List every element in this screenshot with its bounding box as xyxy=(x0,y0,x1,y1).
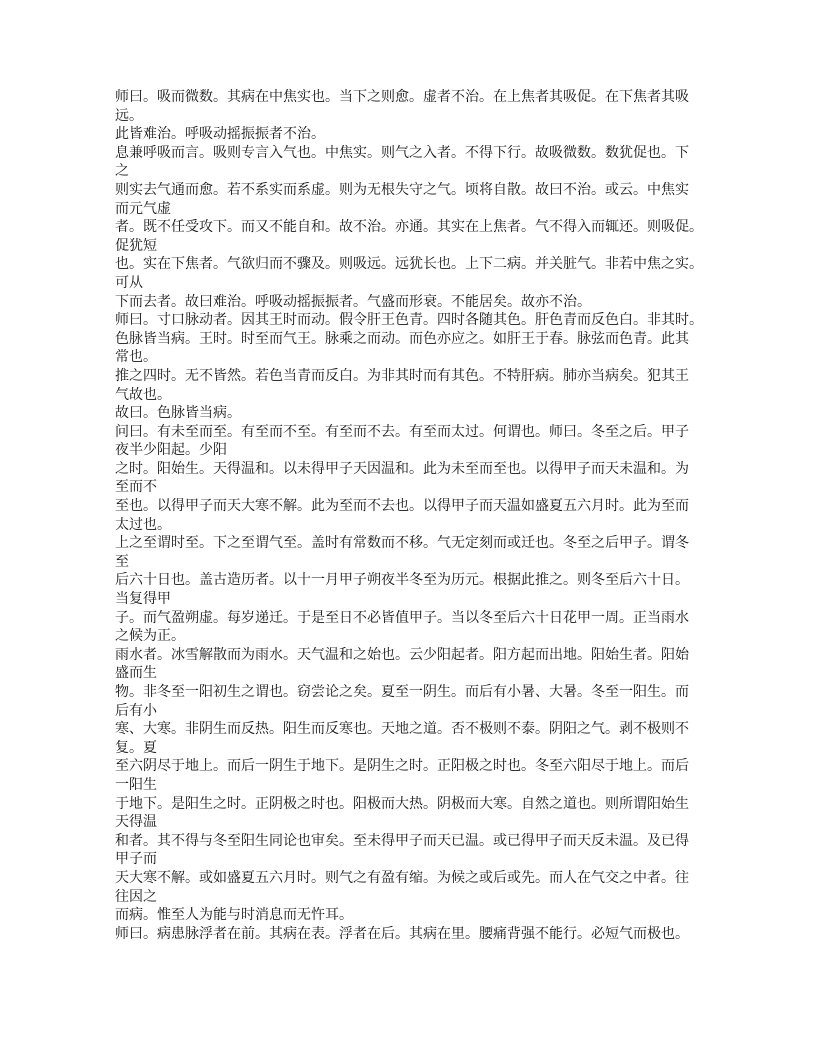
text-line: 上之至谓时至。下之至谓气至。盖时有常数而不移。气无定刻而或迁也。冬至之后甲子。谓冬 xyxy=(115,535,689,552)
text-line: 故曰。色脉皆当病。 xyxy=(115,405,241,422)
text-line: 往因之 xyxy=(115,888,157,905)
text-line: 之 xyxy=(115,163,129,180)
text-line: 物。非冬至一阳初生之谓也。窃尝论之矣。夏至一阴生。而后有小暑、大暑。冬至一阳生。而 xyxy=(115,684,689,700)
text-line: 也。实在下焦者。气欲归而不骤及。则吸远。远犹长也。上下二病。并关脏气。非若中焦之实。 xyxy=(115,256,703,273)
text-line: 后有小 xyxy=(115,702,157,719)
text-line: 此皆难治。呼吸动摇振振者不治。 xyxy=(115,126,325,143)
text-line: 盛而生 xyxy=(115,665,157,682)
text-block xyxy=(115,88,725,943)
text-line: 则实去气通而愈。若不系实而系虚。则为无根失守之气。顷将自散。故曰不治。或云。中焦实 xyxy=(115,181,689,198)
text-line: 当复得甲 xyxy=(115,591,171,608)
text-line: 师曰。寸口脉动者。因其王时而动。假令肝王色青。四时各随其色。肝色青而反色白。非其时。 xyxy=(115,312,703,329)
text-line: 之候为正。 xyxy=(115,628,185,645)
text-line: 师曰。吸而微数。其病在中焦实也。当下之则愈。虚者不治。在上焦者其吸促。在下焦者其吸 xyxy=(115,89,689,105)
text-line: 和者。其不得与冬至阳生同论也审矣。至未得甲子而天已温。或已得甲子而天反未温。及已得 xyxy=(115,832,689,849)
text-line: 推之四时。无不皆然。若色当青而反白。为非其时而有其色。不特肝病。肺亦当病矣。犯其王 xyxy=(115,367,689,384)
text-line: 可从 xyxy=(115,274,143,291)
text-line: 息兼呼吸而言。吸则专言入气也。中焦实。则气之入者。不得下行。故吸微数。数犹促也。下 xyxy=(115,144,689,161)
text-line: 远。 xyxy=(115,107,143,124)
text-line: 天得温 xyxy=(115,814,157,831)
text-line: 而病。惟至人为能与时消息而无忤耳。 xyxy=(115,907,353,924)
text-line: 夜半少阳起。少阳 xyxy=(115,442,227,459)
text-line: 者。既不任受攻下。而又不能自和。故不治。亦通。其实在上焦者。气不得入而辄还。则吸促。 xyxy=(115,219,703,236)
text-line: 天大寒不解。或如盛夏五六月时。则气之有盈有缩。为候之或后或先。而人在气交之中者。往 xyxy=(115,869,689,886)
text-line: 子。而气盈朔虚。每岁递迁。于是至日不必皆值甲子。当以冬至后六十日花甲一周。正当雨水 xyxy=(115,609,689,626)
text-line: 师曰。病患脉浮者在前。其病在表。浮者在后。其病在里。腰痛背强不能行。必短气而极也。 xyxy=(115,925,689,942)
text-line: 之时。阳始生。天得温和。以未得甲子天因温和。此为未至而至也。以得甲子而天未温和。为 xyxy=(115,460,689,477)
text-line: 寒、大寒。非阴生而反热。阳生而反寒也。天地之道。否不极则不泰。阴阳之气。剥不极则不 xyxy=(115,721,689,738)
text-line: 促犹短 xyxy=(115,237,157,254)
text-line: 问曰。有未至而至。有至而不至。有至而不去。有至而太过。何谓也。师曰。冬至之后。甲子 xyxy=(115,423,689,440)
text-line: 气故也。 xyxy=(115,386,171,403)
text-line: 至六阴尽于地上。而后一阴生于地下。是阴生之时。正阳极之时也。冬至六阳尽于地上。而后 xyxy=(115,758,689,775)
text-line: 雨水者。冰雪解散而为雨水。天气温和之始也。云少阳起者。阳方起而出地。阳始生者。阳始 xyxy=(115,646,689,663)
text-line: 甲子而 xyxy=(115,851,157,868)
text-line: 一阳生 xyxy=(115,776,157,793)
text-line: 至而不 xyxy=(115,479,157,496)
text-line: 下而去者。故曰难治。呼吸动摇振振者。气盛而形衰。不能居矣。故亦不治。 xyxy=(115,293,591,310)
text-lines xyxy=(115,88,725,943)
text-line: 于地下。是阳生之时。正阴极之时也。阳极而大热。阴极而大寒。自然之道也。则所谓阳始生 xyxy=(115,795,689,812)
text-line: 至 xyxy=(115,553,129,570)
text-line: 而元气虚 xyxy=(115,200,171,217)
text-line: 至也。以得甲子而天大寒不解。此为至而不去也。以得甲子而天温如盛夏五六月时。此为至而 xyxy=(115,498,689,515)
text-line: 复。夏 xyxy=(115,739,157,756)
text-line: 色脉皆当病。王时。时至而气王。脉乘之而动。而色亦应之。如肝王于春。脉弦而色青。此其 xyxy=(115,330,689,347)
text-line: 太过也。 xyxy=(115,516,171,533)
text-line: 后六十日也。盖古造历者。以十一月甲子朔夜半冬至为历元。根据此推之。则冬至后六十日。 xyxy=(115,572,689,589)
text-line: 常也。 xyxy=(115,349,157,366)
